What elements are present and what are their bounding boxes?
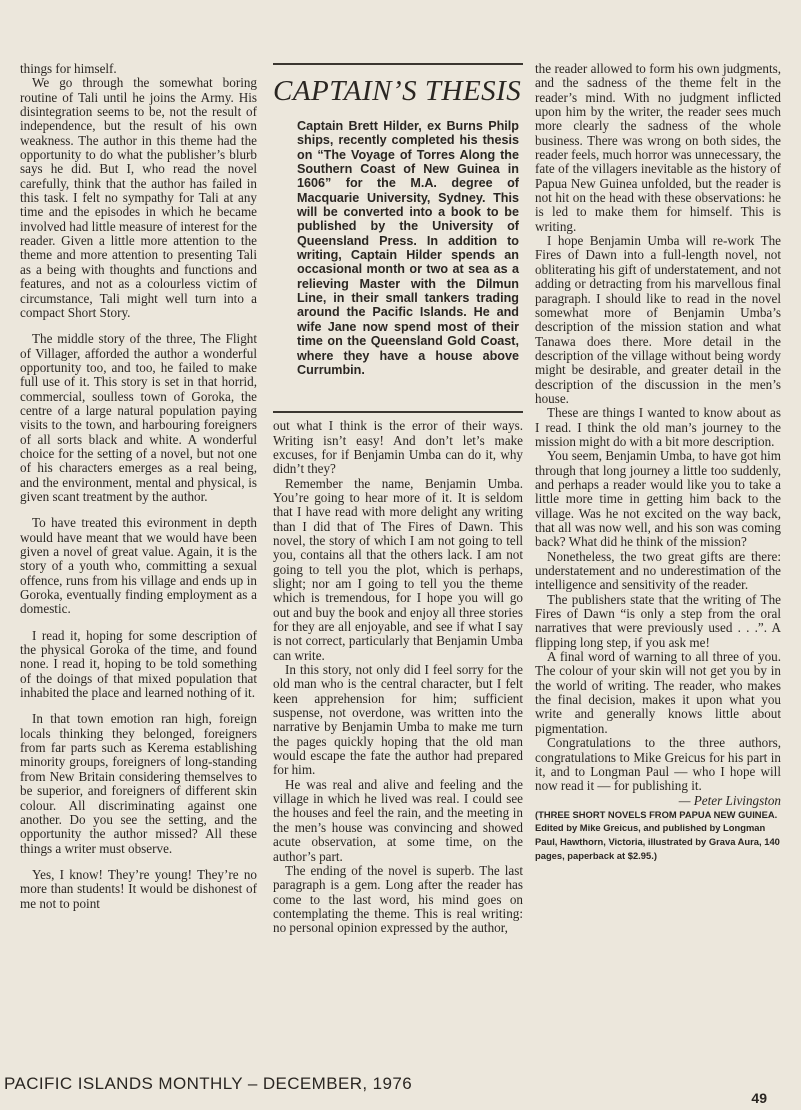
sidebar-title: CAPTAIN’S THESIS <box>273 75 522 107</box>
sidebar-top-rule <box>273 63 523 65</box>
paragraph: He was real and alive and feeling and the village in which he lived was real. I could see the houses and feel the rain, and the meeting in the men’s house was convincing and showed acute observation, at some time, on the author’s part. <box>273 776 523 864</box>
paragraph: In that town emotion ran high, foreign locals thinking they belonged, foreigners from far parts such as Kerema establishing minority groups, foreigners of long-standing from New Britain considering themselves to be superior, and foreigners of different skin colour. All discriminating against one another. Do you see the setting, and the opportunity the author missed? All these things a writer must observe. <box>20 711 257 856</box>
publication-footer: PACIFIC ISLANDS MONTHLY – DECEMBER, 1976 <box>4 1074 413 1093</box>
paragraph: Remember the name, Benjamin Umba. You’re going to hear more of it. It is seldom that I have read with more delight any writing than I did that of The Fires of Dawn. This novel, the story of which I am not going to tell you, contains all that the others lack. I am not going to tell you the plot, which is perhaps, slight; nor am I going to tell you the theme which is tremendous, for I hope you will go out and buy the book and enjoy all three stories for they are all enjoyable, and see if what I say is not correct, particularly that Benjamin Umba can write. <box>273 475 523 663</box>
paragraph: We go through the somewhat boring routine of Tali until he joins the Army. His disintegration seems to be, not the result of independence, but the result of his own weakness. The author in this theme had the opportunity to do what the publisher’s blurb says he did. But I, who read the novel carefully, think that the author has failed in this task. I felt no sympathy for Tali at any time and the episodes in which he became involved had little measure of interest for the reader. Given a little more attention to the theme and more attention to presenting Tali as a being with thoughts and functions and features, and not as a colourless victim of circumstance, Tali might well turn into a compact Short Story. <box>20 75 257 320</box>
paragraph: The middle story of the three, The Flight of Villager, afforded the author a wonderful opportunity too, and too, he failed to make full use of it. This story is set in that horrid, commercial, soulless town of Goroka, the centre of a large natural population paying visits to the town, and harbouring foreigners of all sorts black and white. A wonderful choice for the setting of a novel, but not one of his characters emerges as a real being, and the environment, mental and physical, is given scant treatment by the author. <box>20 331 257 504</box>
paragraph: In this story, not only did I feel sorry for the old man who is the central character, but I felt keen apprehension for him; sufficient suspense, not overdone, was written into the narrative by Benjamin Umba to make me turn the pages quickly hoping that the old man would escape the fate the author had prepared for him. <box>273 662 523 778</box>
paragraph: things for himself. <box>20 61 117 76</box>
book-details-note: (THREE SHORT NOVELS FROM PAPUA NEW GUINEA. Edited by Mike Greicus, and published by Longman Paul, Hawthorn, Victoria, illustrated by Grava Aura, 140 pages, paperback at $2.95.) <box>535 808 780 861</box>
paragraph: I hope Benjamin Umba will re-work The Fires of Dawn into a full-length novel, not obliterating his gift of understatement, and not adding or detracting from his marvellous final paragraph. I should like to read in the novel somewhat more of Benjamin Umba’s description of the mission station and what Tanawa does there. More detail in the description of the village without being wordy might be desirable, and greater detail in the description of the discussion in the men’s house. <box>535 233 781 406</box>
paragraph: The ending of the novel is superb. The last paragraph is a gem. Long after the reader has come to the last word, his mind goes on contemplating the theme. This is real writing: no personal opinion expressed by the author, <box>273 862 523 936</box>
article-column-1 <box>20 62 257 911</box>
sidebar-bottom-rule <box>273 411 523 413</box>
paragraph: You seem, Benjamin Umba, to have got him through that long journey a little too suddenly, and perhaps a reader would like you to take a little more time in getting him back to the village. Was he not excited on the way back, that all was now well, and his son was coming back? What did he think of the mission? <box>535 448 781 550</box>
paragraph: These are things I wanted to know about as I read. I think the old man’s journey to the mission might do with a bit more description. <box>535 405 781 449</box>
article-column-3 <box>535 62 781 862</box>
paragraph: To have treated this evironment in depth would have meant that we would have been given a novel of great value. Again, it is the story of a youth who, committing a sexual offence, runs from his village and ends up in Goroka, eventually finding employment as a domestic. <box>20 515 257 617</box>
sidebar-body: Captain Brett Hilder, ex Burns Philp ships, recently completed his thesis on “The Voyage of Torres Along the Southern Coast of New Guinea in 1606” for the M.A. degree of Macquarie University, Sydney. This will be converted into a book to be published by the University of Queensland Press. In addition to writing, Captain Hilder spends an occasional month or two at sea as a relieving Master with the Dilmun Line, in their small tankers trading around the Pacific Islands. He and wife Jane now spend most of their time on the Queensland Gold Coast, where they have a house above Currumbin. <box>297 119 519 377</box>
paragraph: Congratulations to the three authors, congratulations to Mike Greicus for his part in it, and to Longman Paul — who I hope will now read it — for publishing it. <box>535 735 781 794</box>
paragraph: Nonetheless, the two great gifts are there: understatement and no underestimation of the intelligence and sensitivity of the reader. <box>535 548 781 593</box>
paragraph: out what I think is the error of their ways. Writing isn’t easy! And don’t let’s make excuses, for if Benjamin Umba can do it, why didn’t they? <box>273 418 523 477</box>
page-number: 49 <box>751 1090 767 1106</box>
paragraph: A final word of warning to all three of you. The colour of your skin will not get you by in the world of writing. The reader, who makes the final decision, makes it upon what you write and generally knows little about pigmentation. <box>535 649 781 736</box>
paragraph: the reader allowed to form his own judgments, and the sadness of the theme felt in the reader’s mind. With no judgment inflicted upon him by the writer, the reader sees much more clearly the sadness of the whole business. There was wrong on both sides, the reader feels, much horror was unnecessary, the fate of the villagers inevitable as the history of Papua New Guinea unfolded, but the reader is not hit on the head with these observations: he is led to make them for himself. This is writing. <box>535 61 781 234</box>
paragraph: Yes, I know! They’re young! They’re no more than students! It would be dishonest of me not to point <box>20 866 257 911</box>
author-signature: — Peter Livingston <box>678 792 781 808</box>
article-column-2 <box>273 63 523 936</box>
paragraph: I read it, hoping for some description of the physical Goroka of the time, and found none. I read it, hoping to be told something of the doings of that mixed population that inhabited the place and learned nothing of it. <box>20 627 257 701</box>
paragraph: The publishers state that the writing of The Fires of Dawn “is only a step from the oral narratives that were previously used . . .”. A flipping long step, if you ask me! <box>535 591 781 650</box>
